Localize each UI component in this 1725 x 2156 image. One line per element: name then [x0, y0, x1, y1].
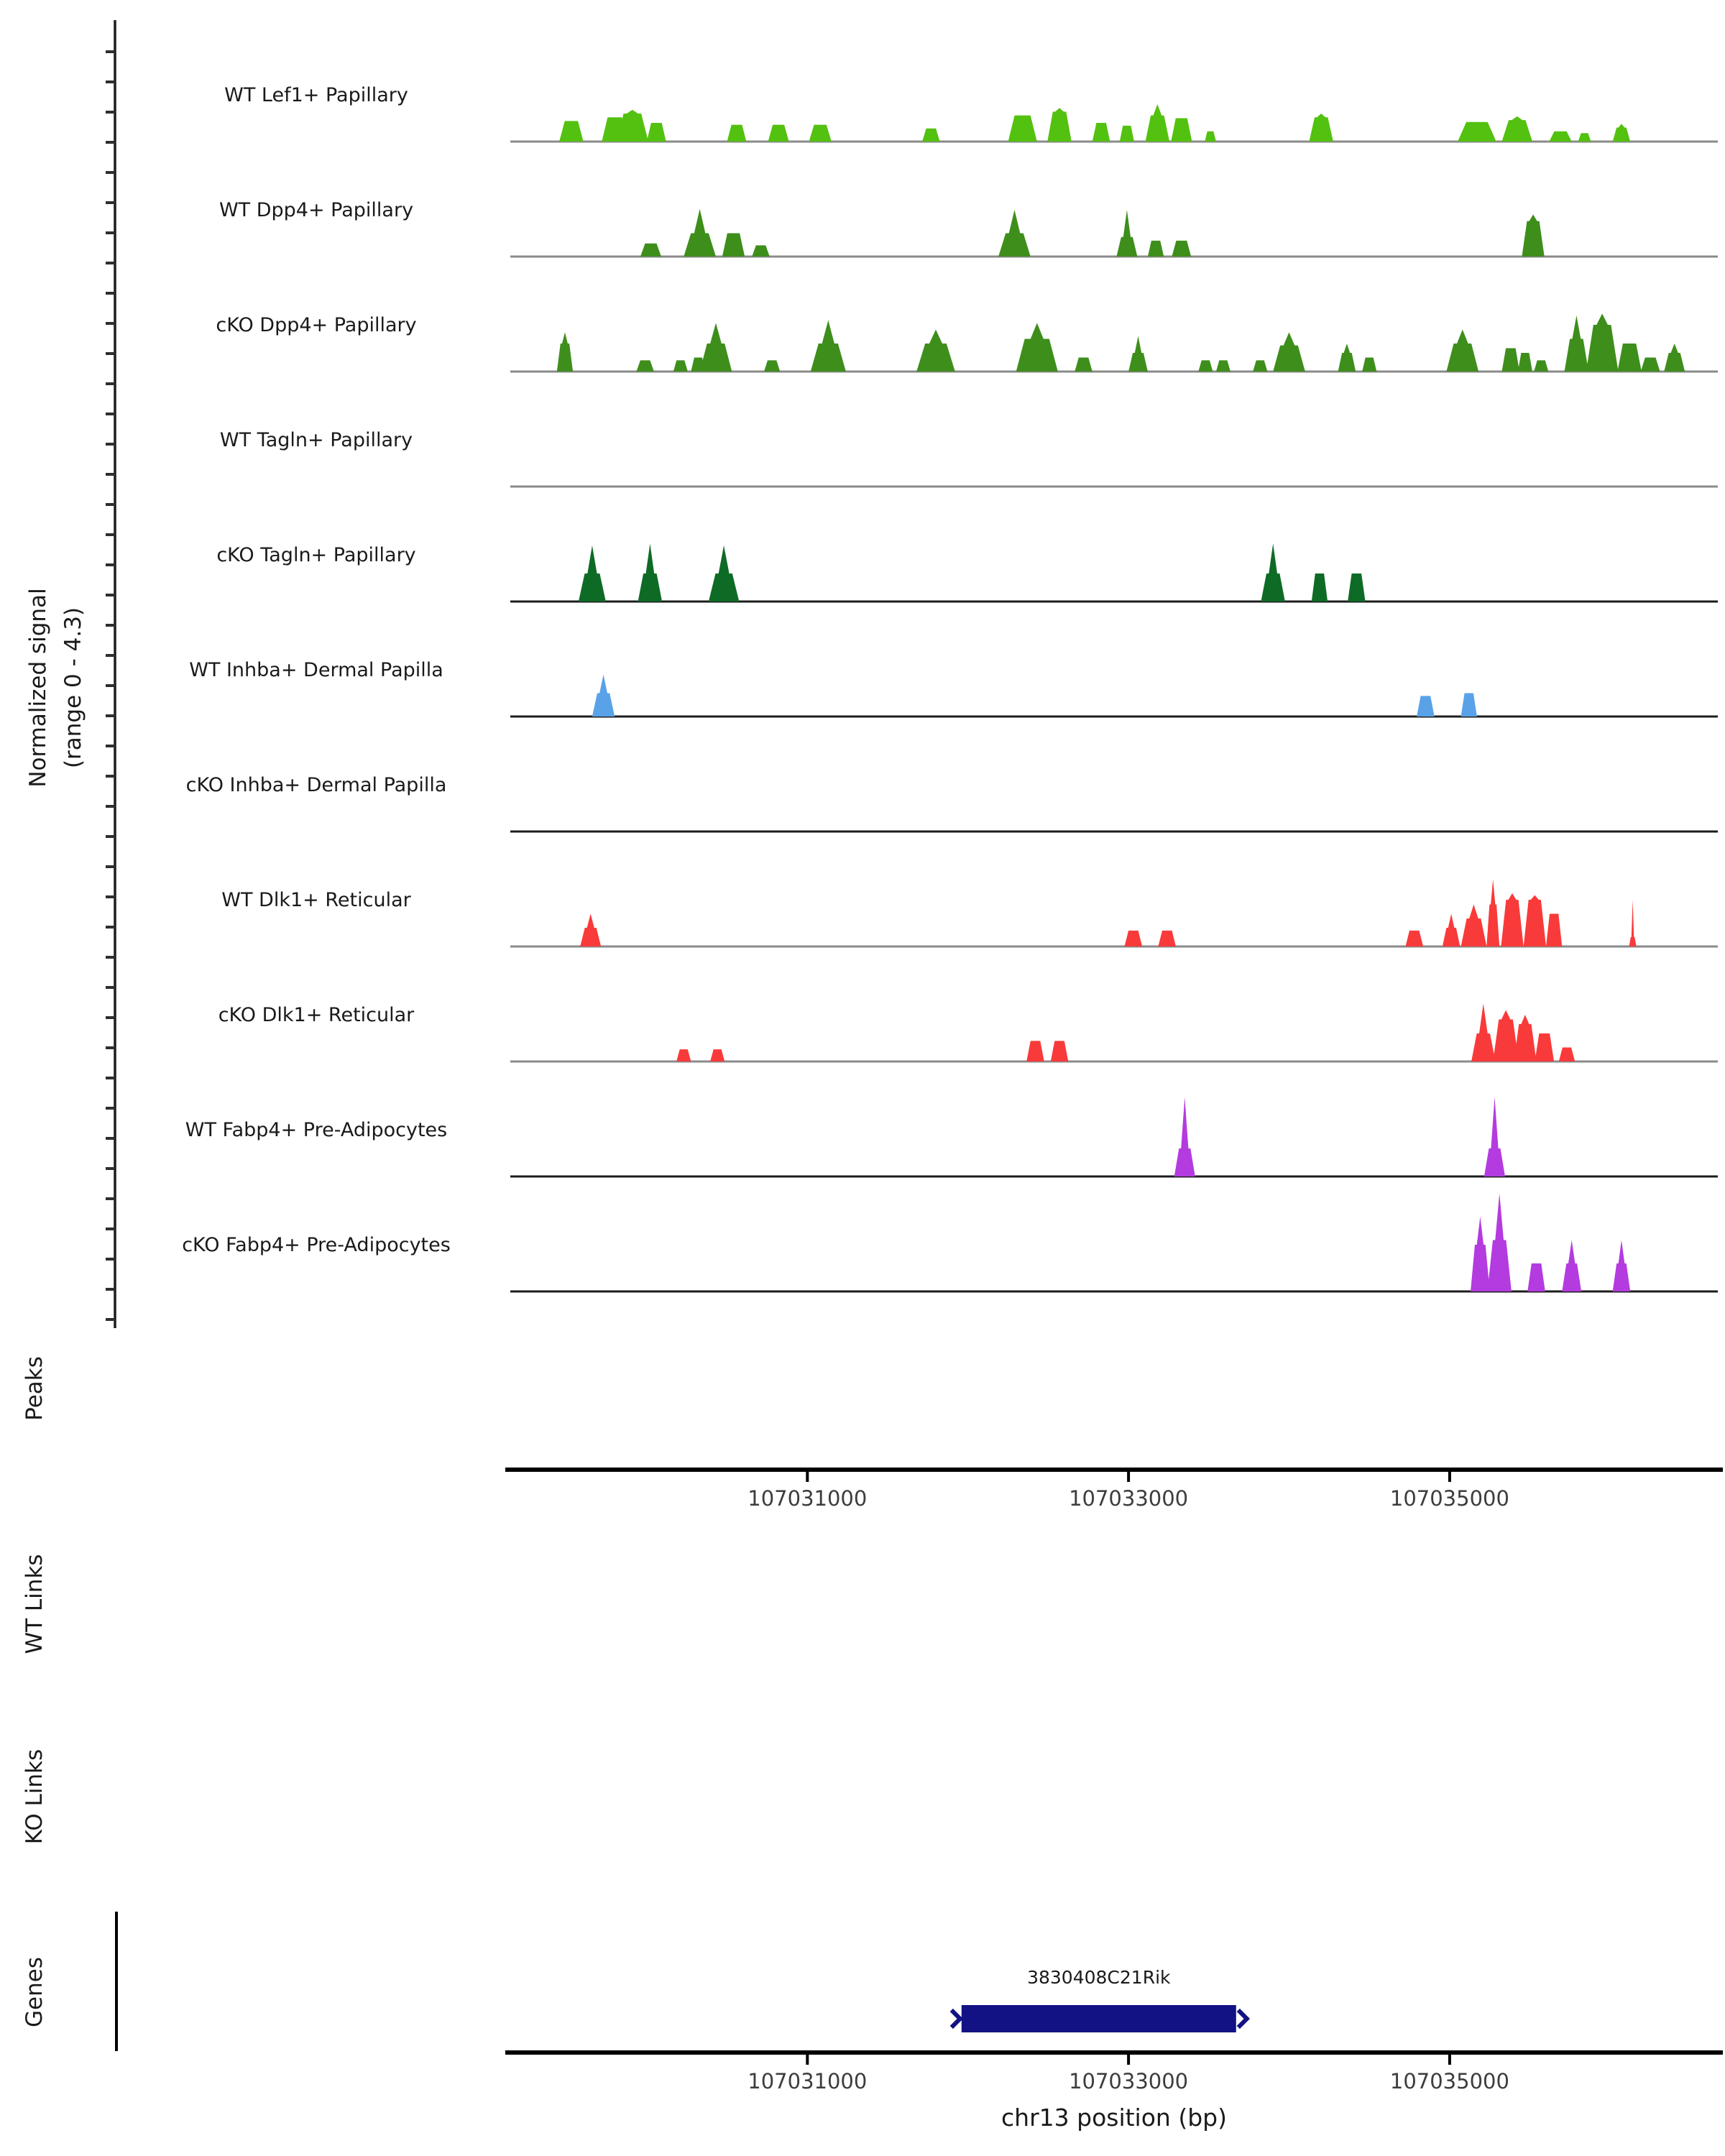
signal-peak	[559, 121, 584, 142]
signal-peak	[592, 675, 615, 717]
track-row	[218, 1003, 1718, 1061]
signal-peak	[580, 914, 601, 947]
gene-name-label: 3830408C21Rik	[1027, 1967, 1171, 1988]
track-row	[216, 543, 1718, 602]
track-label: WT Inhba+ Dermal Papilla	[189, 659, 443, 681]
signal-peak	[616, 110, 648, 142]
signal-peak	[1261, 543, 1285, 602]
signal-peak	[1172, 241, 1191, 257]
signal-peak	[1309, 114, 1333, 142]
y-axis-label-line2: (range 0 - 4.3)	[60, 607, 86, 769]
signal-peak	[722, 234, 745, 257]
x-tick-label: 107035000	[1389, 1486, 1509, 1511]
signal-peak	[700, 323, 732, 372]
signal-peak	[1146, 104, 1170, 142]
gene-body-bar	[962, 2005, 1236, 2032]
signal-peak	[811, 321, 846, 372]
track-label: WT Dpp4+ Papillary	[218, 199, 414, 221]
signal-peak	[1664, 344, 1685, 372]
signal-peak	[916, 330, 955, 372]
signal-peak	[1174, 1097, 1195, 1177]
signal-peak	[1125, 931, 1143, 946]
signal-peak	[636, 360, 654, 372]
signal-peak	[1534, 360, 1548, 372]
signal-peak	[673, 360, 688, 372]
genes-x-axis	[505, 2053, 1723, 2093]
signal-peak	[1522, 215, 1544, 257]
x-tick-label: 107031000	[748, 1486, 868, 1511]
signal-peak	[1158, 931, 1176, 946]
section-label-wt-links: WT Links	[22, 1554, 47, 1654]
signal-peak	[768, 125, 789, 142]
gene-annotation-track	[952, 1967, 1247, 2032]
signal-peak	[640, 244, 661, 257]
x-tick-label: 107031000	[748, 2069, 868, 2093]
signal-peak	[1008, 116, 1037, 142]
signal-peak	[1075, 358, 1092, 372]
signal-peak	[1471, 1003, 1496, 1061]
signal-peak	[557, 332, 573, 372]
track-row	[189, 659, 1718, 717]
track-row	[221, 879, 1718, 946]
signal-peak	[998, 210, 1031, 257]
signal-peak	[1116, 210, 1137, 257]
signal-peak	[676, 1049, 691, 1061]
signal-peak	[684, 209, 716, 257]
track-label: cKO Dlk1+ Reticular	[218, 1004, 415, 1026]
signal-peak	[1518, 353, 1532, 372]
signal-peak	[1549, 132, 1571, 142]
signal-peak	[1051, 1041, 1069, 1061]
signal-peak	[638, 543, 663, 602]
section-label-genes: Genes	[22, 1957, 47, 2027]
track-row	[182, 1194, 1718, 1292]
gene-strand-arrow-right	[1238, 2010, 1247, 2027]
track-label: WT Lef1+ Papillary	[224, 84, 408, 106]
track-label: cKO Fabp4+ Pre-Adipocytes	[182, 1234, 451, 1256]
x-tick-label: 107035000	[1389, 2069, 1509, 2093]
signal-peak	[752, 245, 770, 257]
signal-peak	[1092, 123, 1110, 142]
signal-peak	[1016, 323, 1058, 372]
signal-peak	[1120, 126, 1134, 142]
signal-peak	[1417, 696, 1435, 717]
signal-peak	[1458, 122, 1496, 142]
signal-peak	[1502, 349, 1520, 372]
track-row	[216, 313, 1718, 372]
signal-peak	[1338, 344, 1356, 372]
signal-peak	[1312, 573, 1328, 602]
signal-peak	[1502, 116, 1533, 142]
signal-peak	[1493, 1010, 1519, 1062]
section-label-peaks: Peaks	[22, 1356, 47, 1421]
signal-peak	[1026, 1041, 1044, 1061]
signal-peak	[1461, 694, 1477, 717]
track-row	[186, 774, 1718, 831]
signal-peak	[1559, 1048, 1575, 1062]
signal-peak	[1484, 1097, 1505, 1177]
x-tick-label: 107033000	[1069, 2069, 1189, 2093]
signal-peak	[579, 545, 606, 602]
signal-peak	[764, 360, 780, 372]
signal-peak	[1487, 1194, 1512, 1292]
signal-peak	[809, 125, 832, 142]
track-row	[220, 429, 1718, 487]
signal-peak	[1273, 332, 1305, 372]
signal-peak	[1148, 241, 1164, 257]
signal-peak	[1527, 1263, 1545, 1291]
signal-peak	[1565, 315, 1589, 372]
y-axis-label-line1: Normalized signal	[25, 588, 51, 788]
signal-peak	[1171, 119, 1192, 142]
track-row	[224, 84, 1718, 142]
signal-peak	[1613, 124, 1631, 142]
track-label: cKO Dpp4+ Papillary	[216, 314, 417, 336]
signal-peak	[1128, 336, 1148, 372]
track-label: WT Dlk1+ Reticular	[221, 889, 411, 911]
signal-peak	[1641, 358, 1660, 372]
peaks-x-axis	[505, 1470, 1723, 1511]
signal-peak	[1047, 108, 1072, 142]
signal-peak	[1586, 313, 1619, 372]
track-label: cKO Inhba+ Dermal Papilla	[185, 774, 447, 796]
signal-peak	[1216, 360, 1230, 372]
signal-peak	[1461, 905, 1487, 947]
track-row	[185, 1097, 1718, 1177]
x-tick-label: 107033000	[1069, 1486, 1189, 1511]
signal-peak	[1406, 931, 1424, 946]
signal-peak	[922, 129, 940, 142]
signal-peak	[1524, 895, 1546, 947]
track-row	[219, 199, 1718, 257]
signal-tracks	[182, 84, 1718, 1291]
x-axis-label: chr13 position (bp)	[1001, 2104, 1227, 2132]
signal-peak	[1562, 1240, 1581, 1292]
section-label-ko-links: KO Links	[22, 1749, 47, 1845]
signal-peak	[1348, 573, 1366, 602]
signal-peak	[1486, 879, 1499, 946]
signal-peak	[710, 1049, 724, 1061]
signal-peak	[1613, 1240, 1631, 1292]
signal-peak	[727, 125, 747, 142]
track-label: cKO Tagln+ Papillary	[216, 544, 416, 566]
signal-peak	[709, 545, 740, 602]
signal-peak	[1617, 344, 1642, 372]
signal-peak	[1198, 360, 1213, 372]
signal-peak	[647, 123, 666, 142]
signal-peak	[1514, 1015, 1536, 1061]
track-label: WT Fabp4+ Pre-Adipocytes	[185, 1119, 448, 1141]
signal-peak	[1578, 133, 1591, 142]
signal-peak	[1501, 893, 1523, 946]
y-axis	[106, 20, 115, 1328]
signal-peak	[1446, 330, 1478, 372]
signal-peak	[1471, 1217, 1490, 1291]
signal-peak	[1205, 132, 1216, 142]
signal-peak	[1535, 1033, 1554, 1061]
signal-peak	[1546, 914, 1562, 947]
signal-peak	[1362, 358, 1376, 372]
track-label: WT Tagln+ Papillary	[219, 429, 413, 451]
signal-peak	[1629, 900, 1637, 946]
signal-peak	[1253, 360, 1267, 372]
gene-strand-arrow-left	[952, 2010, 960, 2027]
signal-peak	[1443, 914, 1460, 947]
